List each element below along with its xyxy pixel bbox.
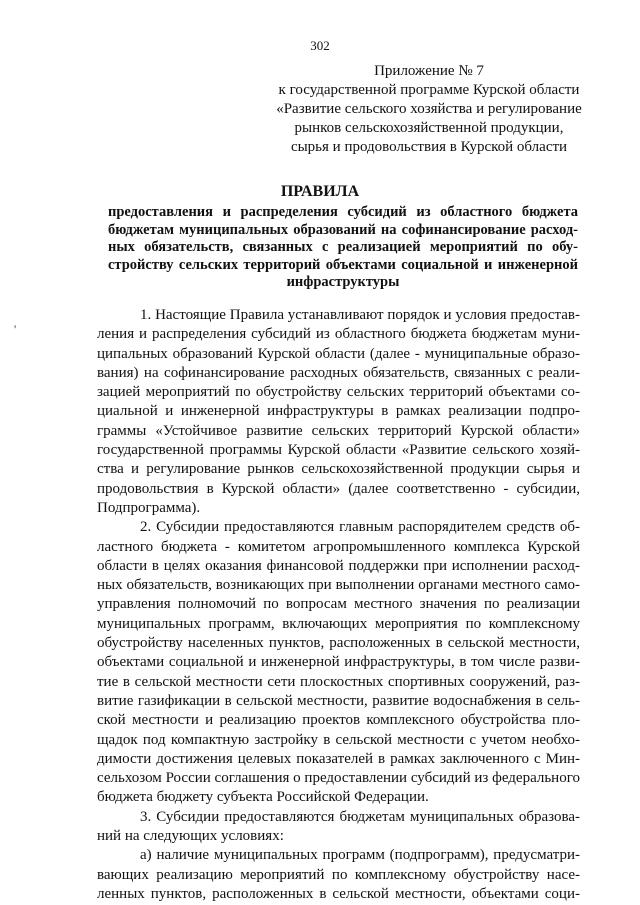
appendix-line: Приложение № 7 [374, 63, 484, 79]
paragraph-line: управления полномочий по вопросам местного значения по реализации [97, 596, 580, 613]
paragraph-line: 1. Настоящие Правила устанавливают порядок и условия предостав- [140, 307, 580, 323]
subtitle-line: ных обязательств, связанных с реализацией мероприятий по обу- [108, 239, 578, 256]
paragraph-line: ний на следующих условиях: [97, 828, 284, 845]
appendix-line: «Развитие сельского хозяйства и регулирование [276, 101, 582, 117]
subtitle-line: стройству сельских территорий объектами социальной и инженерной [108, 256, 578, 273]
page-number: 302 [310, 38, 330, 53]
margin-mark: ' [14, 322, 17, 336]
paragraph-line: ской местности и реализацию проектов комплексного обустройства пло- [97, 712, 580, 729]
paragraph-line: государственной программы Курской области «Развитие сельского хозяй- [97, 442, 580, 459]
paragraph-line: бюджета бюджету субъекта Российской Федерации. [97, 789, 429, 806]
paragraph-line: ластного бюджета - комитетом агропромышленного комплекса Курской [97, 538, 580, 555]
paragraph-line: 3. Субсидии предоставляются бюджетам муниципальных образова- [140, 808, 580, 825]
appendix-header [264, 62, 594, 157]
paragraph-line: сельхозом России соглашения о предоставлении субсидий из федерального [97, 770, 580, 787]
subtitle-line: инфраструктуры [286, 274, 400, 291]
paragraph-line: щадок под компактную застройку в сельской местности с учетом необхо- [97, 731, 580, 748]
subtitle-line: бюджетам муниципальных образований на софинансирование расход- [108, 221, 578, 238]
paragraph-line: димости достижения целевых показателей в рамках заключенного с Мин- [97, 750, 580, 767]
paragraph-line: Подпрограмма). [97, 499, 201, 516]
paragraph-line: циальной и инженерной инфраструктуры в рамках реализации подпро- [97, 403, 580, 420]
paragraph-line: а) наличие муниципальных программ (подпрограмм), предусматри- [140, 847, 580, 864]
paragraph-line: вающих реализацию мероприятий по комплексному обустройству насе- [97, 866, 580, 883]
paragraph-line: граммы «Устойчивое развитие сельских территорий Курской области» [97, 422, 580, 439]
appendix-line: к государственной программе Курской области [278, 82, 580, 98]
paragraph-line: ципальных образований Курской области (далее - муниципальные образо- [97, 345, 580, 362]
paragraph-line: продовольствия в Курской области» (далее соответственно - субсидии, [97, 480, 580, 497]
appendix-line: рынков сельскохозяйственной продукции, [294, 120, 564, 136]
document-title: ПРАВИЛА [280, 183, 360, 200]
paragraph-line: зацией мероприятий по обустройству сельских территорий объектами со- [97, 384, 580, 401]
paragraph-line: ства и регулирование рынков сельскохозяйственной продукции сырья и [97, 461, 580, 478]
paragraph-line: ленных пунктов, расположенных в сельской местности, объектами соци- [97, 885, 580, 902]
paragraph-line: муниципальных программ, включающих мероприятия по комплексному [97, 615, 580, 632]
document-subtitle [108, 204, 578, 292]
paragraph-line: витие газификации в сельской местности, развитие водоснабжения в сель- [97, 692, 580, 709]
subtitle-line: предоставления и распределения субсидий из областного бюджета [108, 204, 578, 220]
paragraph-line: объектами социальной и инженерной инфраструктуры, в том числе разви- [97, 654, 580, 671]
paragraph-line: вания) на софинансирование расходных обязательств, связанных с реали- [97, 364, 580, 381]
paragraph-line: области в целях оказания финансовой поддержки при исполнении расход- [97, 557, 580, 574]
paragraph-line: тие в сельской местности сети плоскостных спортивных сооружений, раз- [97, 673, 580, 690]
document-body [97, 306, 580, 904]
paragraph-line: обустройству населенных пунктов, расположенных в сельской местности, [97, 635, 580, 652]
appendix-line: сырья и продовольствия в Курской области [290, 139, 568, 155]
paragraph-line: ления и распределения субсидий из областного бюджета бюджетам муни- [97, 326, 580, 343]
paragraph-line: ных обязательств, возникающих при выполнении органами местного само- [97, 577, 580, 594]
paragraph-line: 2. Субсидии предоставляются главным распорядителем средств об- [140, 519, 580, 536]
